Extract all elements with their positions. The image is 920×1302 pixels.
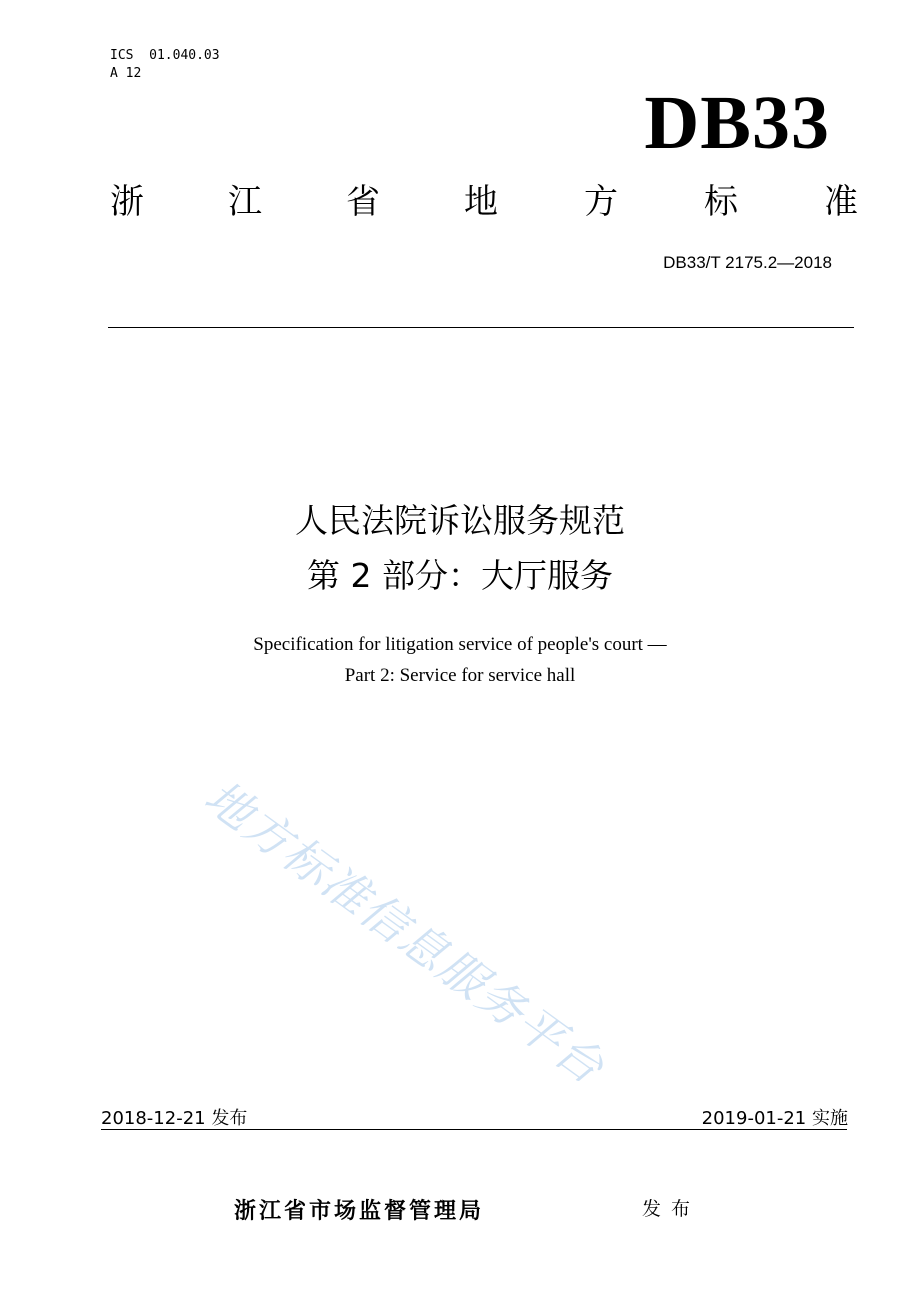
standard-type-char: 方: [584, 182, 618, 222]
classification-codes: [110, 47, 220, 83]
title-en-line2: Part 2: Service for service hall: [344, 665, 576, 686]
standard-type-heading: [110, 180, 860, 224]
standard-type-char: 省: [346, 182, 380, 222]
title-en-line1: Specification for litigation service of people's court —: [253, 634, 667, 655]
standard-type-char: 浙: [110, 182, 144, 222]
standard-logo: DB33: [644, 81, 830, 165]
title-cn-line2: 第 2 部分：大厅服务: [307, 556, 613, 595]
watermark: 地方标准信息服务平台: [194, 769, 616, 1096]
standard-type-char: 江: [228, 182, 262, 222]
ics-code: ICS 01.040.03: [110, 48, 220, 63]
ccs-code: A 12: [110, 66, 142, 81]
issuing-authority: 浙江省市场监督管理局: [234, 1199, 485, 1224]
standard-type-char: 地: [464, 182, 498, 222]
title-cn-line1: 人民法院诉讼服务规范: [295, 501, 625, 540]
header-divider: [108, 327, 854, 328]
standard-number: DB33/T 2175.2—2018: [663, 253, 832, 272]
footer-divider: [101, 1129, 847, 1130]
issue-label: 发布: [642, 1198, 701, 1220]
implement-date: 2019-01-21 实施: [701, 1108, 848, 1129]
publish-date: 2018-12-21 发布: [101, 1108, 248, 1129]
standard-type-char: 准: [824, 182, 858, 222]
standard-type-char: 标: [704, 182, 738, 222]
